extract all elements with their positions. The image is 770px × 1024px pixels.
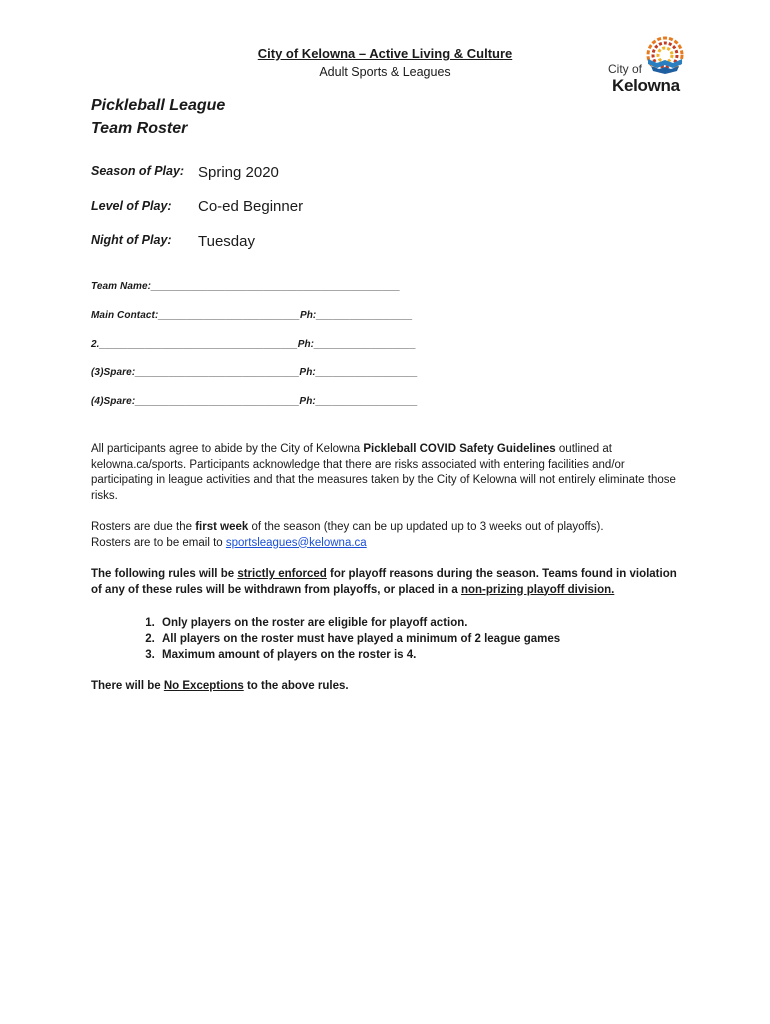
- rules-intro: The following rules will be strictly enforced for playoff reasons during the season. Teams found in violation of any of these rules will be withdrawn from playoffs, or placed in a non-prizing playoff division.: [91, 568, 677, 596]
- doc-title: Pickleball League: [91, 97, 226, 114]
- night-value: Tuesday: [198, 233, 255, 250]
- header-org: City of Kelowna – Active Living & Culture: [257, 46, 513, 61]
- season-value: Spring 2020: [198, 164, 279, 181]
- rosters-paragraph: Rosters are due the first week of the season (they can be up updated up to 3 weeks out of playoffs). Rosters are to be email to sportsleagues@kelowna.ca: [91, 521, 604, 549]
- level-value: Co-ed Beginner: [198, 198, 304, 215]
- list-item: 2. All players on the roster must have played a minimum of 2 league games: [158, 631, 560, 647]
- spare-3-line[interactable]: (3)Spare:_____________________________Ph:__________________: [91, 367, 418, 378]
- spare-4-line[interactable]: (4)Spare:_____________________________Ph:__________________: [91, 396, 418, 407]
- closing-note: There will be No Exceptions to the above rules.: [91, 680, 349, 692]
- email-link[interactable]: sportsleagues@kelowna.ca: [225, 536, 367, 549]
- team-name-line[interactable]: Team Name:____________________________________________: [91, 281, 401, 292]
- agreement-paragraph: All participants agree to abide by the City of Kelowna Pickleball COVID Safety Guidelines outlined at kelowna.ca/sports. Participants acknowledge that there are risks associated with entering facilities and/or participating in league activities and that the measures taken by the City of Kelowna will not entirely eliminate those risks.: [91, 443, 676, 502]
- season-label: Season of Play:: [91, 164, 185, 178]
- doc-subtitle: Team Roster: [91, 120, 188, 137]
- logo-city-text: City of: [608, 62, 643, 76]
- rules-list: [130, 615, 560, 663]
- logo-name-text: Kelowna: [612, 76, 680, 95]
- list-item: 1. Only players on the roster are eligible for playoff action.: [158, 615, 560, 631]
- list-item: 3. Maximum amount of players on the roster is 4.: [158, 647, 560, 663]
- header-dept: Adult Sports & Leagues: [319, 65, 451, 79]
- level-label: Level of Play:: [91, 199, 172, 213]
- night-label: Night of Play:: [91, 233, 172, 247]
- main-contact-line[interactable]: Main Contact:_________________________Ph:_________________: [91, 310, 413, 321]
- player-2-line[interactable]: 2.___________________________________Ph:__________________: [91, 339, 417, 350]
